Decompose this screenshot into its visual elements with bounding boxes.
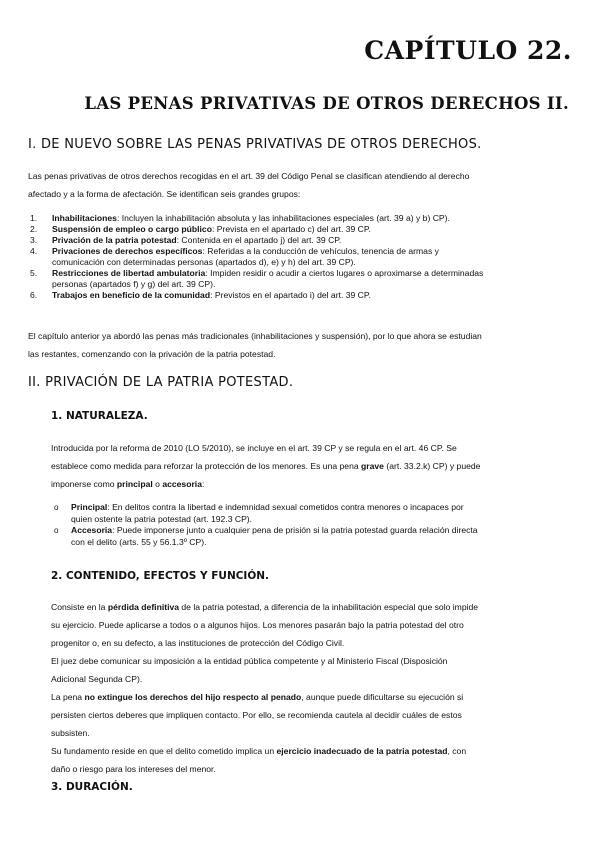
naturaleza-paragraph [51,439,480,493]
paragraph-line [51,742,478,760]
text-run: (art. 33.2.k) CP) y puede [383,461,481,471]
list-item-text: : Previstos en el apartado i) del art. 39 CP. [210,290,371,300]
list-item-text: : Prevista en el apartado c) del art. 39 CP. [211,224,371,234]
list-item-term: Inhabilitaciones [52,213,117,223]
paragraph-line: progenitor o, en su defecto, a las instituciones de protección del Código Civil. [51,638,345,648]
intro-line: afectado y a la forma de afectación. Se identifican seis grandes grupos: [28,189,301,199]
list-item-text: : Referidas a la conducción de vehículos, tenencia de armas y [202,246,439,256]
text-run: establece como medida para reforzar la protección de los menores. Es una pena [51,461,362,471]
list-item-text-cont: quien ostente la patria potestad (art. 192.3 CP). [71,513,253,524]
section-1-heading: I. DE NUEVO SOBRE LAS PENAS PRIVATIVAS DE OTROS DERECHOS. [28,137,482,152]
emphasis: ejercicio inadecuado de la patria potestad [276,746,448,756]
text-run: Su fundamento reside en que el delito cometido implica un [51,746,277,756]
list-number: 4. [30,246,38,256]
section-1-outro [28,327,482,363]
paragraph-line: Adicional Segunda CP). [51,674,143,684]
list-number: 2. [30,224,38,234]
paragraph-line [51,598,478,616]
list-item [54,525,478,548]
outro-line: El capítulo anterior ya abordó las penas más tradicionales (inhabilitaciones y suspensión), por lo que ahora se estudian [28,331,482,341]
subsection-3-heading: 3. DURACIÓN. [51,781,133,793]
text-run: de la patria potestad, a diferencia de la inhabilitación especial que solo impide [179,602,479,612]
list-item-text-cont: comunicación con determinadas personas (apartados d), e) y h) del art. 39 CP). [52,257,356,267]
contenido-paragraph [51,598,478,778]
paragraph-line [51,457,480,475]
paragraph-line: su ejercicio. Puede aplicarse a todos o a algunos hijos. Los menores pasarán bajo la patria potestad del otro [51,620,464,630]
text-run: : [201,479,205,489]
section-2-heading: II. PRIVACIÓN DE LA PATRIA POTESTAD. [28,375,294,390]
list-item-term: Suspensión de empleo o cargo público [52,224,212,234]
list-item-text: : Incluyen la inhabilitación absoluta y las inhabilitaciones especiales (art. 39 a) y b) CP). [116,213,450,223]
list-item-term: Accesoria [71,525,113,535]
list-item-term: Principal [71,502,108,512]
paragraph-line: persisten ciertos deberes que impliquen contacto. Por ello, se recomienda cautela al decidir cuáles de estos [51,710,462,720]
intro-line: Las penas privativas de otros derechos recogidas en el art. 39 del Código Penal se clasifican atendiendo al derecho [28,171,470,181]
text-run: , aunque puede dificultarse su ejecución si [301,692,464,702]
emphasis: accesoria [162,479,202,489]
paragraph-line: Introducida por la reforma de 2010 (LO 5/2010), se incluye en el art. 39 CP y se regula en el art. 46 CP. Se [51,443,457,453]
list-item-text: : En delitos contra la libertad e indemnidad sexual cometidos contra menores o incapaces por [107,502,464,512]
text-run: imponerse como [51,479,117,489]
list-item [30,246,483,268]
list-item [30,268,483,290]
text-run: o [152,479,163,489]
penalty-groups-list [30,213,483,301]
document-title: LAS PENAS PRIVATIVAS DE OTROS DERECHOS II. [84,94,569,113]
list-item [30,235,483,246]
list-item-term: Privación de la patria potestad [52,235,177,245]
list-item-text: : Contenida en el apartado j) del art. 39 CP. [176,235,342,245]
text-run: La pena [51,692,85,702]
list-number: 5. [30,268,38,278]
list-item-text-cont: personas (apartados f) y g) del art. 39 CP). [52,279,216,289]
paragraph-line: daño o riesgo para los intereses del menor. [51,764,216,774]
subsection-1-heading: 1. NATURALEZA. [51,410,148,422]
text-run: , con [447,746,467,756]
list-item [30,290,483,301]
emphasis: grave [361,461,384,471]
circle-bullet-icon: o [54,526,59,535]
emphasis: principal [116,479,153,489]
emphasis: no extingue los derechos del hijo respecto al penado [84,692,302,702]
list-item-term: Restricciones de libertad ambulatoria [52,268,206,278]
outro-line: las restantes, comenzando con la privación de la patria potestad. [28,349,276,359]
list-item [30,224,483,235]
paragraph-line: subsisten. [51,728,90,738]
list-number: 3. [30,235,38,245]
section-1-intro [28,167,469,203]
list-number: 6. [30,290,38,300]
text-run: Consiste en la [51,602,108,612]
pena-type-bullets [54,502,478,548]
list-number: 1. [30,213,38,223]
paragraph-line: El juez debe comunicar su imposición a la entidad pública competente y al Ministerio Fiscal (Disposición [51,656,448,666]
list-item [54,502,478,525]
chapter-heading: CAPÍTULO 22. [364,36,572,65]
list-item-text: : Puede imponerse junto a cualquier pena de prisión si la patria potestad guarda relación directa [112,525,478,535]
paragraph-line [51,475,480,493]
list-item-term: Privaciones de derechos específicos [52,246,203,256]
emphasis: pérdida definitiva [107,602,180,612]
paragraph-line [51,688,478,706]
list-item-term: Trabajos en beneficio de la comunidad [52,290,211,300]
circle-bullet-icon: o [54,503,59,512]
list-item [30,213,483,224]
list-item-text-cont: con el delito (arts. 55 y 56.1.3º CP). [71,536,207,547]
list-item-text: : Impiden residir o acudir a ciertos lugares o aproximarse a determinadas [205,268,484,278]
subsection-2-heading: 2. CONTENIDO, EFECTOS Y FUNCIÓN. [51,570,270,582]
